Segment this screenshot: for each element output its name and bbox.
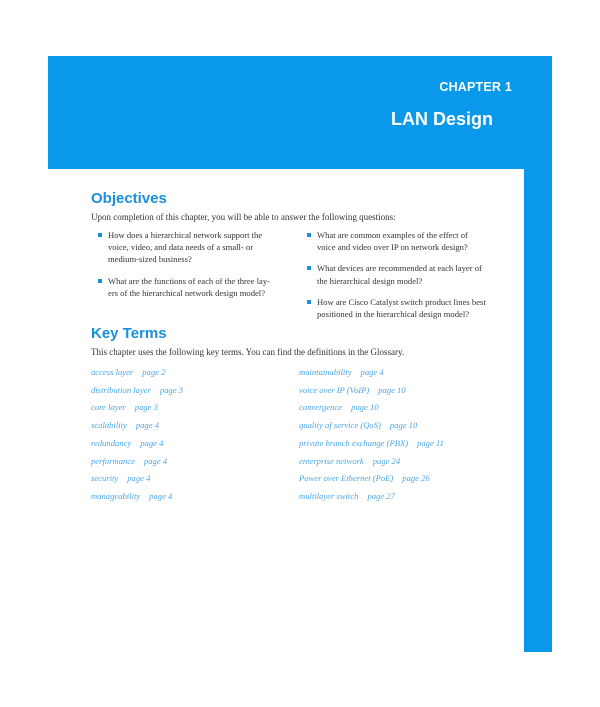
key-term-item <box>299 399 499 417</box>
objectives-intro: Upon completion of this chapter, you will be able to answer the following questions: <box>91 212 396 222</box>
key-term-page: page 3 <box>134 402 158 413</box>
objectives-right-list <box>306 229 496 329</box>
objective-line: How are Cisco Catalyst switch product lines best <box>317 296 486 307</box>
key-terms-left-list <box>91 364 291 506</box>
key-term: manageability <box>91 490 141 501</box>
key-term-page: page 4 <box>127 473 151 484</box>
key-term: scalability <box>91 420 127 431</box>
key-term-page: page 4 <box>149 490 173 501</box>
bullet-square-icon <box>307 266 311 270</box>
key-term-item <box>299 453 499 471</box>
key-term: voice over IP (VoIP) <box>299 384 370 395</box>
objective-line: What devices are recommended at each layer of <box>317 263 482 274</box>
objective-line: How does a hierarchical network support the <box>108 230 263 240</box>
key-term-item <box>299 417 499 435</box>
objective-item <box>306 262 496 286</box>
key-term-item <box>91 364 291 382</box>
key-term: quality of service (QoS) <box>299 420 381 431</box>
key-term-page: page 26 <box>402 473 430 484</box>
objective-line: positioned in the hierarchical design model? <box>317 309 470 320</box>
key-term-page: page 2 <box>142 367 166 377</box>
key-term-item <box>91 453 291 471</box>
objective-line: the hierarchical design model? <box>317 275 423 286</box>
objective-item <box>97 229 283 266</box>
key-term: private branch exchange (PBX) <box>299 437 409 448</box>
objective-item <box>306 296 496 320</box>
chapter-title: LAN Design <box>390 109 493 129</box>
key-term-page: page 24 <box>372 455 401 466</box>
key-term-item <box>91 382 291 400</box>
key-term: enterprise network <box>299 455 364 466</box>
objective-line: voice and video over IP on network design? <box>317 242 468 253</box>
key-term: core layer <box>91 402 126 413</box>
objective-line: What are common examples of the effect of <box>317 230 468 240</box>
key-term-page: page 3 <box>159 384 184 395</box>
key-term: multilayer switch <box>299 490 359 501</box>
key-term-page: page 11 <box>417 437 444 448</box>
key-term-page: page 10 <box>378 384 406 395</box>
key-terms-right-list <box>299 364 499 506</box>
key-term-page: page 4 <box>360 367 384 377</box>
key-term: redundancy <box>91 437 132 448</box>
objectives-left-list <box>97 229 283 308</box>
key-term-item <box>299 435 499 453</box>
key-term: security <box>91 473 119 484</box>
objective-line: voice, video, and data needs of a small- or <box>108 242 254 253</box>
key-term-page: page 4 <box>140 437 164 448</box>
key-term-item <box>299 488 499 506</box>
bullet-square-icon <box>307 300 311 304</box>
objectives-heading: Objectives <box>91 190 167 207</box>
bullet-square-icon <box>307 233 311 237</box>
key-term-item <box>299 364 499 382</box>
key-term: performance <box>91 455 135 466</box>
key-term-item <box>91 417 291 435</box>
key-term-item <box>91 399 291 417</box>
key-term: distribution layer <box>91 384 151 395</box>
key-term-page: page 4 <box>143 455 168 466</box>
chapter-label: CHAPTER 1 <box>439 80 512 94</box>
key-term-page: page 27 <box>367 490 395 501</box>
key-term: convergence <box>299 402 343 413</box>
key-term-page: page 10 <box>389 420 418 431</box>
objective-item <box>306 229 496 253</box>
side-bar <box>524 56 552 652</box>
bullet-square-icon <box>98 279 102 283</box>
objective-line: ers of the hierarchical network design model? <box>108 287 266 298</box>
key-term: maintainability <box>299 367 352 377</box>
objective-line: medium-sized business? <box>108 254 192 265</box>
objective-line: What are the functions of each of the three lay- <box>108 275 271 286</box>
key-term-item <box>91 488 291 506</box>
key-term: Power over Ethernet (PoE) <box>299 473 394 484</box>
key-term-item <box>91 470 291 488</box>
key-term-page: page 4 <box>135 420 159 431</box>
key-term-item <box>299 470 499 488</box>
bullet-square-icon <box>98 233 102 237</box>
key-terms-heading: Key Terms <box>91 325 167 342</box>
key-terms-intro: This chapter uses the following key terms. You can find the definitions in the Glossary. <box>91 347 405 357</box>
key-term-item <box>91 435 291 453</box>
key-term-item <box>299 382 499 400</box>
key-term-page: page 10 <box>351 402 379 413</box>
key-term: access layer <box>91 367 134 377</box>
objective-item <box>97 275 283 299</box>
